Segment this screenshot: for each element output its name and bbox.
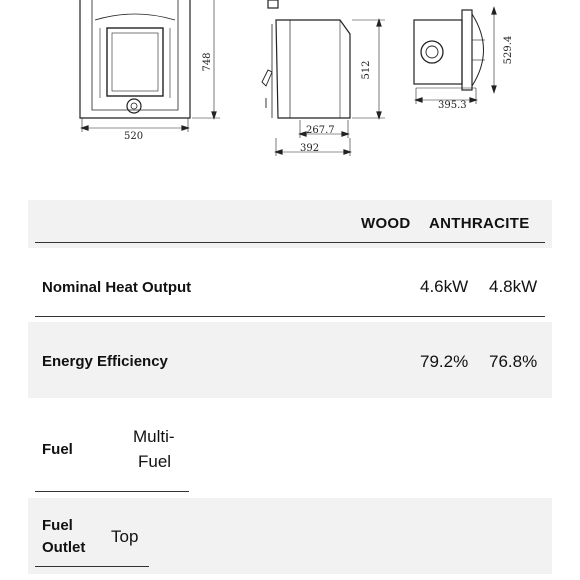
stove-dimension-drawings: [0, 0, 580, 200]
row-value-anthracite-efficiency: 76.8%: [489, 352, 538, 371]
top-depth-dimension: 529.4: [503, 35, 514, 65]
detail-value-fuel-line2: Fuel: [138, 452, 172, 471]
header-rule: [35, 242, 545, 243]
detail-rule-fuel-outlet: [35, 566, 149, 567]
row-value-wood-heat-output: 4.6kW: [420, 277, 469, 296]
top-view-drawing: [414, 8, 496, 104]
row-value-wood-efficiency: 79.2%: [420, 352, 469, 371]
row-value-anthracite-heat-output: 4.8kW: [489, 277, 538, 296]
row-label-nominal-heat-output: Nominal Heat Output: [42, 279, 192, 296]
front-width-dimension: 520: [124, 131, 144, 142]
detail-rule-fuel: [35, 491, 189, 492]
side-height-dimension: 512: [361, 60, 372, 80]
row-label-energy-efficiency: Energy Efficiency: [42, 353, 168, 370]
side-inner-depth-dimension: 267.7: [306, 125, 335, 136]
detail-value-fuel-outlet: Top: [111, 527, 139, 546]
row-rule: [35, 316, 545, 317]
detail-label-fuel: Fuel: [42, 441, 73, 458]
front-height-dimension: 748: [202, 52, 213, 72]
detail-band-fuel-outlet: [28, 498, 552, 574]
column-header-wood: WOOD: [361, 215, 411, 232]
detail-label-fuel-outlet-line2: Outlet: [42, 539, 86, 556]
detail-label-fuel-outlet-line1: Fuel: [42, 517, 73, 534]
top-width-dimension: 395.3: [438, 100, 467, 111]
front-view-drawing: [80, 0, 220, 132]
detail-value-fuel-line1: Multi-: [133, 427, 175, 446]
side-depth-dimension: 392: [300, 143, 320, 154]
column-header-anthracite: ANTHRACITE: [429, 215, 530, 232]
